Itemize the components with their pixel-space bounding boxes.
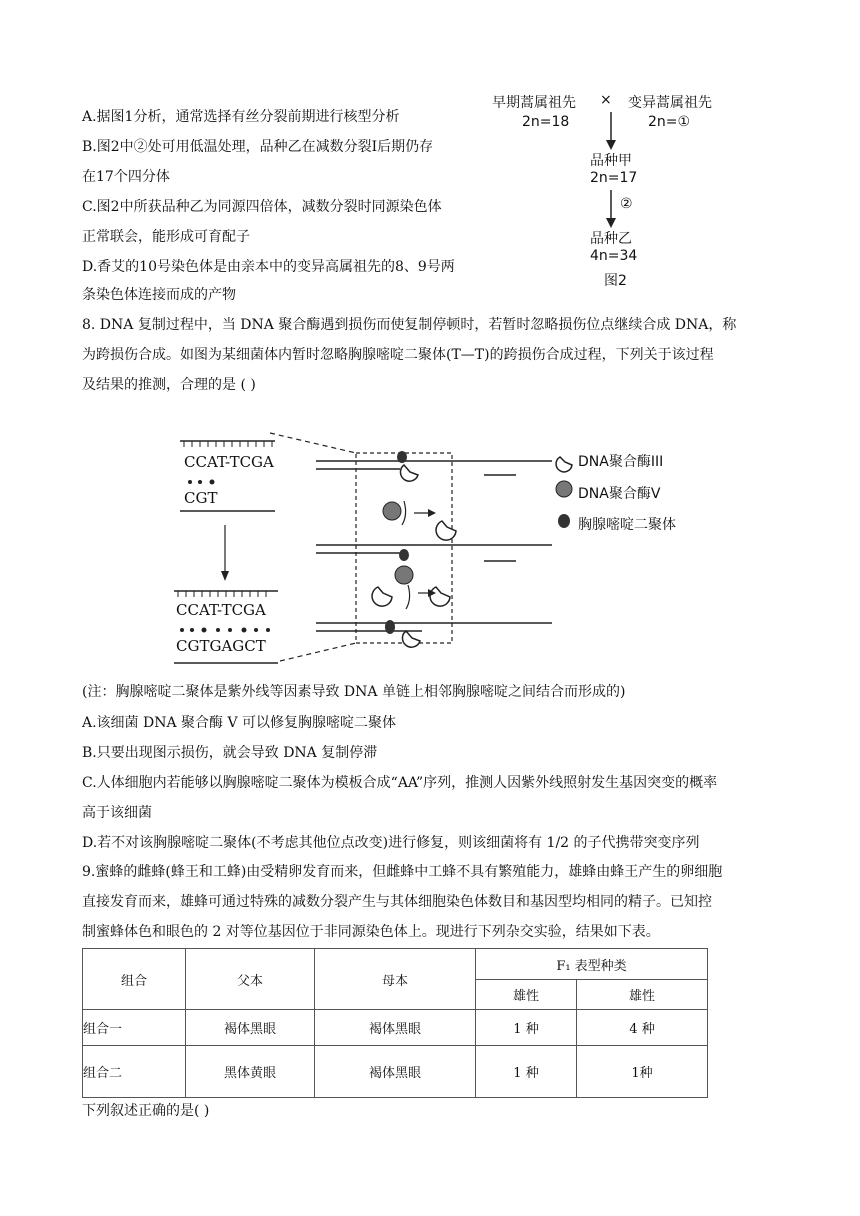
variety-b-label: 品种乙 <box>590 231 632 247</box>
q7-option-d-line2: 条染色体连接而成的产物 <box>82 287 236 303</box>
q7-option-c-line2: 正常联会，能形成可育配子 <box>82 229 250 245</box>
translesion-synthesis-figure <box>160 425 720 670</box>
header-mother: 母本 <box>315 949 476 1010</box>
q8-stem-line3: 及结果的推测，合理的是 ( ) <box>82 377 256 393</box>
q8-option-a: A.该细菌 DNA 聚合酶 V 可以修复胸腺嘧啶二聚体 <box>82 715 397 731</box>
q8-option-c-line2: 高于该细菌 <box>82 805 152 821</box>
figure-2 <box>486 88 746 298</box>
cell-mother: 褐体黑眼 <box>315 1010 476 1046</box>
cell-female: 4 种 <box>577 1010 708 1046</box>
header-female: 雄性 <box>577 980 708 1010</box>
seq-bottom-1: CGT <box>184 489 218 507</box>
figure-2-caption: 图2 <box>604 273 627 289</box>
lineage-arrows <box>486 88 746 298</box>
seq-top-1: CCAT-TCGA <box>184 453 274 471</box>
q7-option-b-line1: B.图2中②处可用低温处理，品种乙在减数分裂Ⅰ后期仍存 <box>82 139 434 155</box>
q7-option-d-line1: D.香艾的10号染色体是由亲本中的变异高属祖先的8、9号两 <box>82 259 455 275</box>
q9-stem-line3: 制蜜蜂体色和眼色的 2 对等位基因位于非同源染色体上。现进行下列杂交实验，结果如下表。 <box>82 924 660 940</box>
variant-ancestor-chromosomes: 2n=① <box>648 114 691 130</box>
cross-symbol: × <box>600 92 612 108</box>
cell-group: 组合二 <box>83 1046 186 1098</box>
cell-male: 1 种 <box>476 1046 577 1098</box>
q7-option-c-line1: C.图2中所获品种乙为同源四倍体，减数分裂时同源染色体 <box>82 199 442 215</box>
cross-results-table <box>82 948 708 1098</box>
q8-option-b: B.只要出现图示损伤，就会导致 DNA 复制停滞 <box>82 745 378 761</box>
legend-thymine-dimer: 胸腺嘧啶二聚体 <box>578 517 676 533</box>
cell-mother: 褐体黑眼 <box>315 1046 476 1098</box>
variety-a-label: 品种甲 <box>590 153 632 169</box>
header-male: 雄性 <box>476 980 577 1010</box>
variety-b-chromosomes: 4n=34 <box>590 248 638 264</box>
table-row <box>83 1046 708 1098</box>
cell-male: 1 种 <box>476 1010 577 1046</box>
q8-option-c-line1: C.人体细胞内若能够以胸腺嘧啶二聚体为模板合成“AA”序列，推测人因紫外线照射发生基因突变的概率 <box>82 775 718 791</box>
header-f1-phenotypes: F₁ 表型种类 <box>476 949 708 980</box>
q9-stem-line2: 直接发育而来，雄蜂可通过特殊的减数分裂产生与其体细胞染色体数目和基因型均相同的精子。已知控 <box>82 894 712 910</box>
q8-note: (注：胸腺嘧啶二聚体是紫外线等因素导致 DNA 单链上相邻胸腺嘧啶之间结合而形成的) <box>82 684 626 700</box>
q8-stem-line2: 为跨损伤合成。如图为某细菌体内暂时忽略胸腺嘧啶二聚体(T—T)的跨损伤合成过程，下列关于该过程 <box>82 347 714 363</box>
legend-dna-polymerase-5: DNA聚合酶V <box>578 486 661 502</box>
seq-top-2: CCAT-TCGA <box>176 601 266 619</box>
variant-ancestor-label: 变异蒿属祖先 <box>628 95 712 111</box>
step-2-marker: ② <box>620 196 633 212</box>
q8-stem-line1: 8. DNA 复制过程中，当 DNA 聚合酶遇到损伤而使复制停顿时，若暂时忽略损伤位点继续合成 DNA，称 <box>82 317 737 333</box>
legend-dna-polymerase-3: DNA聚合酶III <box>578 454 664 470</box>
early-ancestor-chromosomes: 2n=18 <box>522 114 570 130</box>
cell-group: 组合一 <box>83 1010 186 1046</box>
cell-father: 黑体黄眼 <box>186 1046 315 1098</box>
variety-a-chromosomes: 2n=17 <box>590 170 638 186</box>
header-father: 父本 <box>186 949 315 1010</box>
cell-female: 1种 <box>577 1046 708 1098</box>
header-group: 组合 <box>83 949 186 1010</box>
q9-stem-line1: 9.蜜蜂的雌蜂(蜂王和工蜂)由受精卵发育而来，但雌蜂中工蜂不具有繁殖能力，雄蜂由蜂王产生的卵细胞 <box>82 864 723 880</box>
seq-bottom-2: CGTGAGCT <box>176 637 266 655</box>
q9-question: 下列叙述正确的是( ) <box>82 1103 210 1119</box>
early-ancestor-label: 早期蒿属祖先 <box>492 95 576 111</box>
table-row <box>83 1010 708 1046</box>
cell-father: 褐体黑眼 <box>186 1010 315 1046</box>
q8-option-d: D.若不对该胸腺嘧啶二聚体(不考虑其他位点改变)进行修复，则该细菌将有 1/2 的子代携带突变序列 <box>82 835 700 851</box>
q7-option-b-line2: 在17个四分体 <box>82 169 170 185</box>
q7-option-a: A.据图1分析，通常选择有丝分裂前期进行核型分析 <box>82 109 400 125</box>
